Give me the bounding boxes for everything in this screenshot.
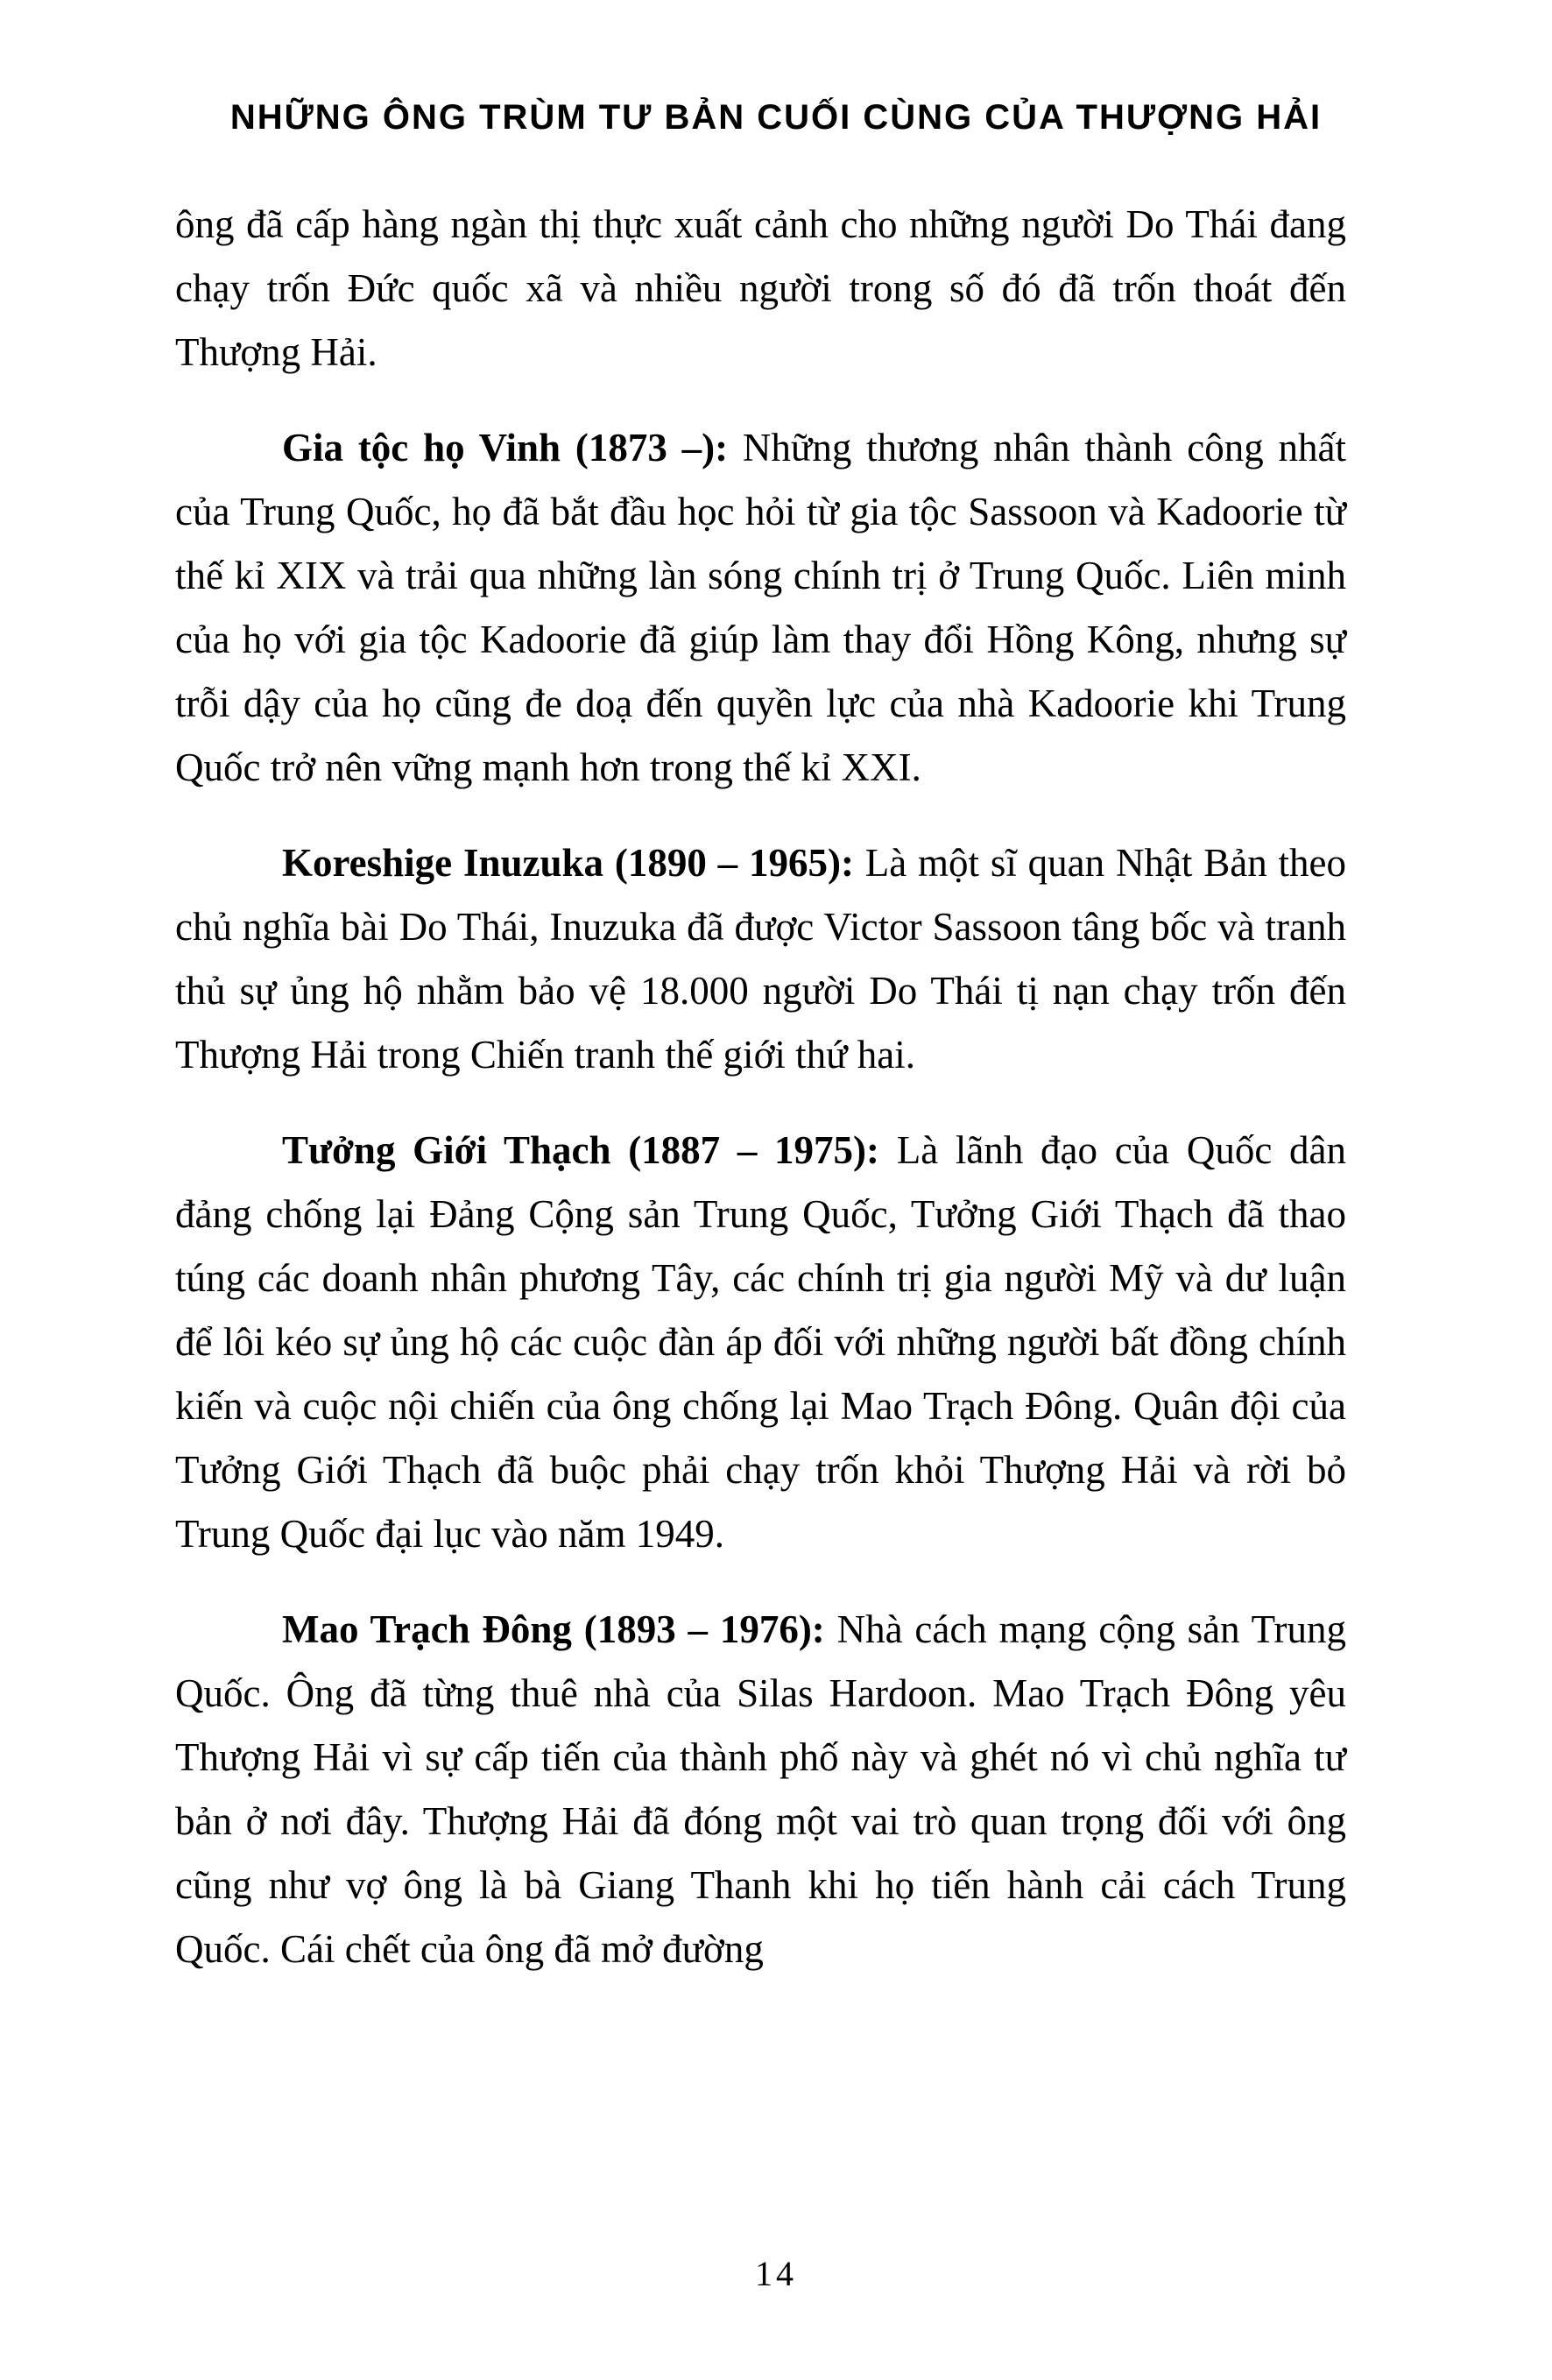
running-header: NHỮNG ÔNG TRÙM TƯ BẢN CUỐI CÙNG CỦA THƯỢNG HẢI [229, 98, 1323, 137]
paragraph-text: Nhà cách mạng cộng sản Trung Quốc. Ông đã từng thuê nhà của Silas Hardoon. Mao Trạch Đông yêu Thượng Hải vì sự cấp tiến của thành phố này và ghét nó vì chủ nghĩa tư bản ở nơi đây. Thượng Hải đã đóng một vai trò quan trọng đối với ông cũng như vợ ông là bà Giang Thanh khi họ tiến hành cải cách Trung Quốc. Cái chết của ông đã mở đường [175, 1607, 1346, 1971]
body-paragraph [175, 1598, 1346, 1981]
body-paragraph [175, 193, 1346, 385]
paragraph-lead: Tưởng Giới Thạch (1887 – 1975): [282, 1128, 880, 1172]
body-paragraph [175, 1119, 1346, 1566]
paragraph-lead: Koreshige Inuzuka (1890 – 1965): [282, 841, 854, 885]
page-number: 14 [755, 2254, 797, 2293]
paragraph-text: Những thương nhân thành công nhất của Trung Quốc, họ đã bắt đầu học hỏi từ gia tộc Sassoon và Kadoorie từ thế kỉ XIX và trải qua những làn sóng chính trị ở Trung Quốc. Liên minh của họ với gia tộc Kadoorie đã giúp làm thay đổi Hồng Kông, nhưng sự trỗi dậy của họ cũng đe doạ đến quyền lực của nhà Kadoorie khi Trung Quốc trở nên vững mạnh hơn trong thế kỉ XXI. [175, 426, 1346, 789]
paragraph-text: Là một sĩ quan Nhật Bản theo chủ nghĩa bài Do Thái, Inuzuka đã được Victor Sassoon tâng bốc và tranh thủ sự ủng hộ nhằm bảo vệ 18.000 người Do Thái tị nạn chạy trốn đến Thượng Hải trong Chiến tranh thế giới thứ hai. [175, 841, 1347, 1077]
paragraph-lead: Gia tộc họ Vinh (1873 –): [282, 426, 729, 470]
body-text [175, 193, 1346, 2013]
body-paragraph [175, 416, 1346, 800]
paragraph-lead: Mao Trạch Đông (1893 – 1976): [282, 1607, 825, 1651]
body-paragraph [175, 831, 1346, 1087]
paragraph-text: Là lãnh đạo của Quốc dân đảng chống lại Đảng Cộng sản Trung Quốc, Tưởng Giới Thạch đã thao túng các doanh nhân phương Tây, các chính trị gia người Mỹ và dư luận để lôi kéo sự ủng hộ các cuộc đàn áp đối với những người bất đồng chính kiến và cuộc nội chiến của ông chống lại Mao Trạch Đông. Quân đội của Tưởng Giới Thạch đã buộc phải chạy trốn khỏi Thượng Hải và rời bỏ Trung Quốc đại lục vào năm 1949. [175, 1128, 1346, 1556]
paragraph-text: ông đã cấp hàng ngàn thị thực xuất cảnh cho những người Do Thái đang chạy trốn Đức quốc xã và nhiều người trong số đó đã trốn thoát đến Thượng Hải. [175, 202, 1346, 374]
